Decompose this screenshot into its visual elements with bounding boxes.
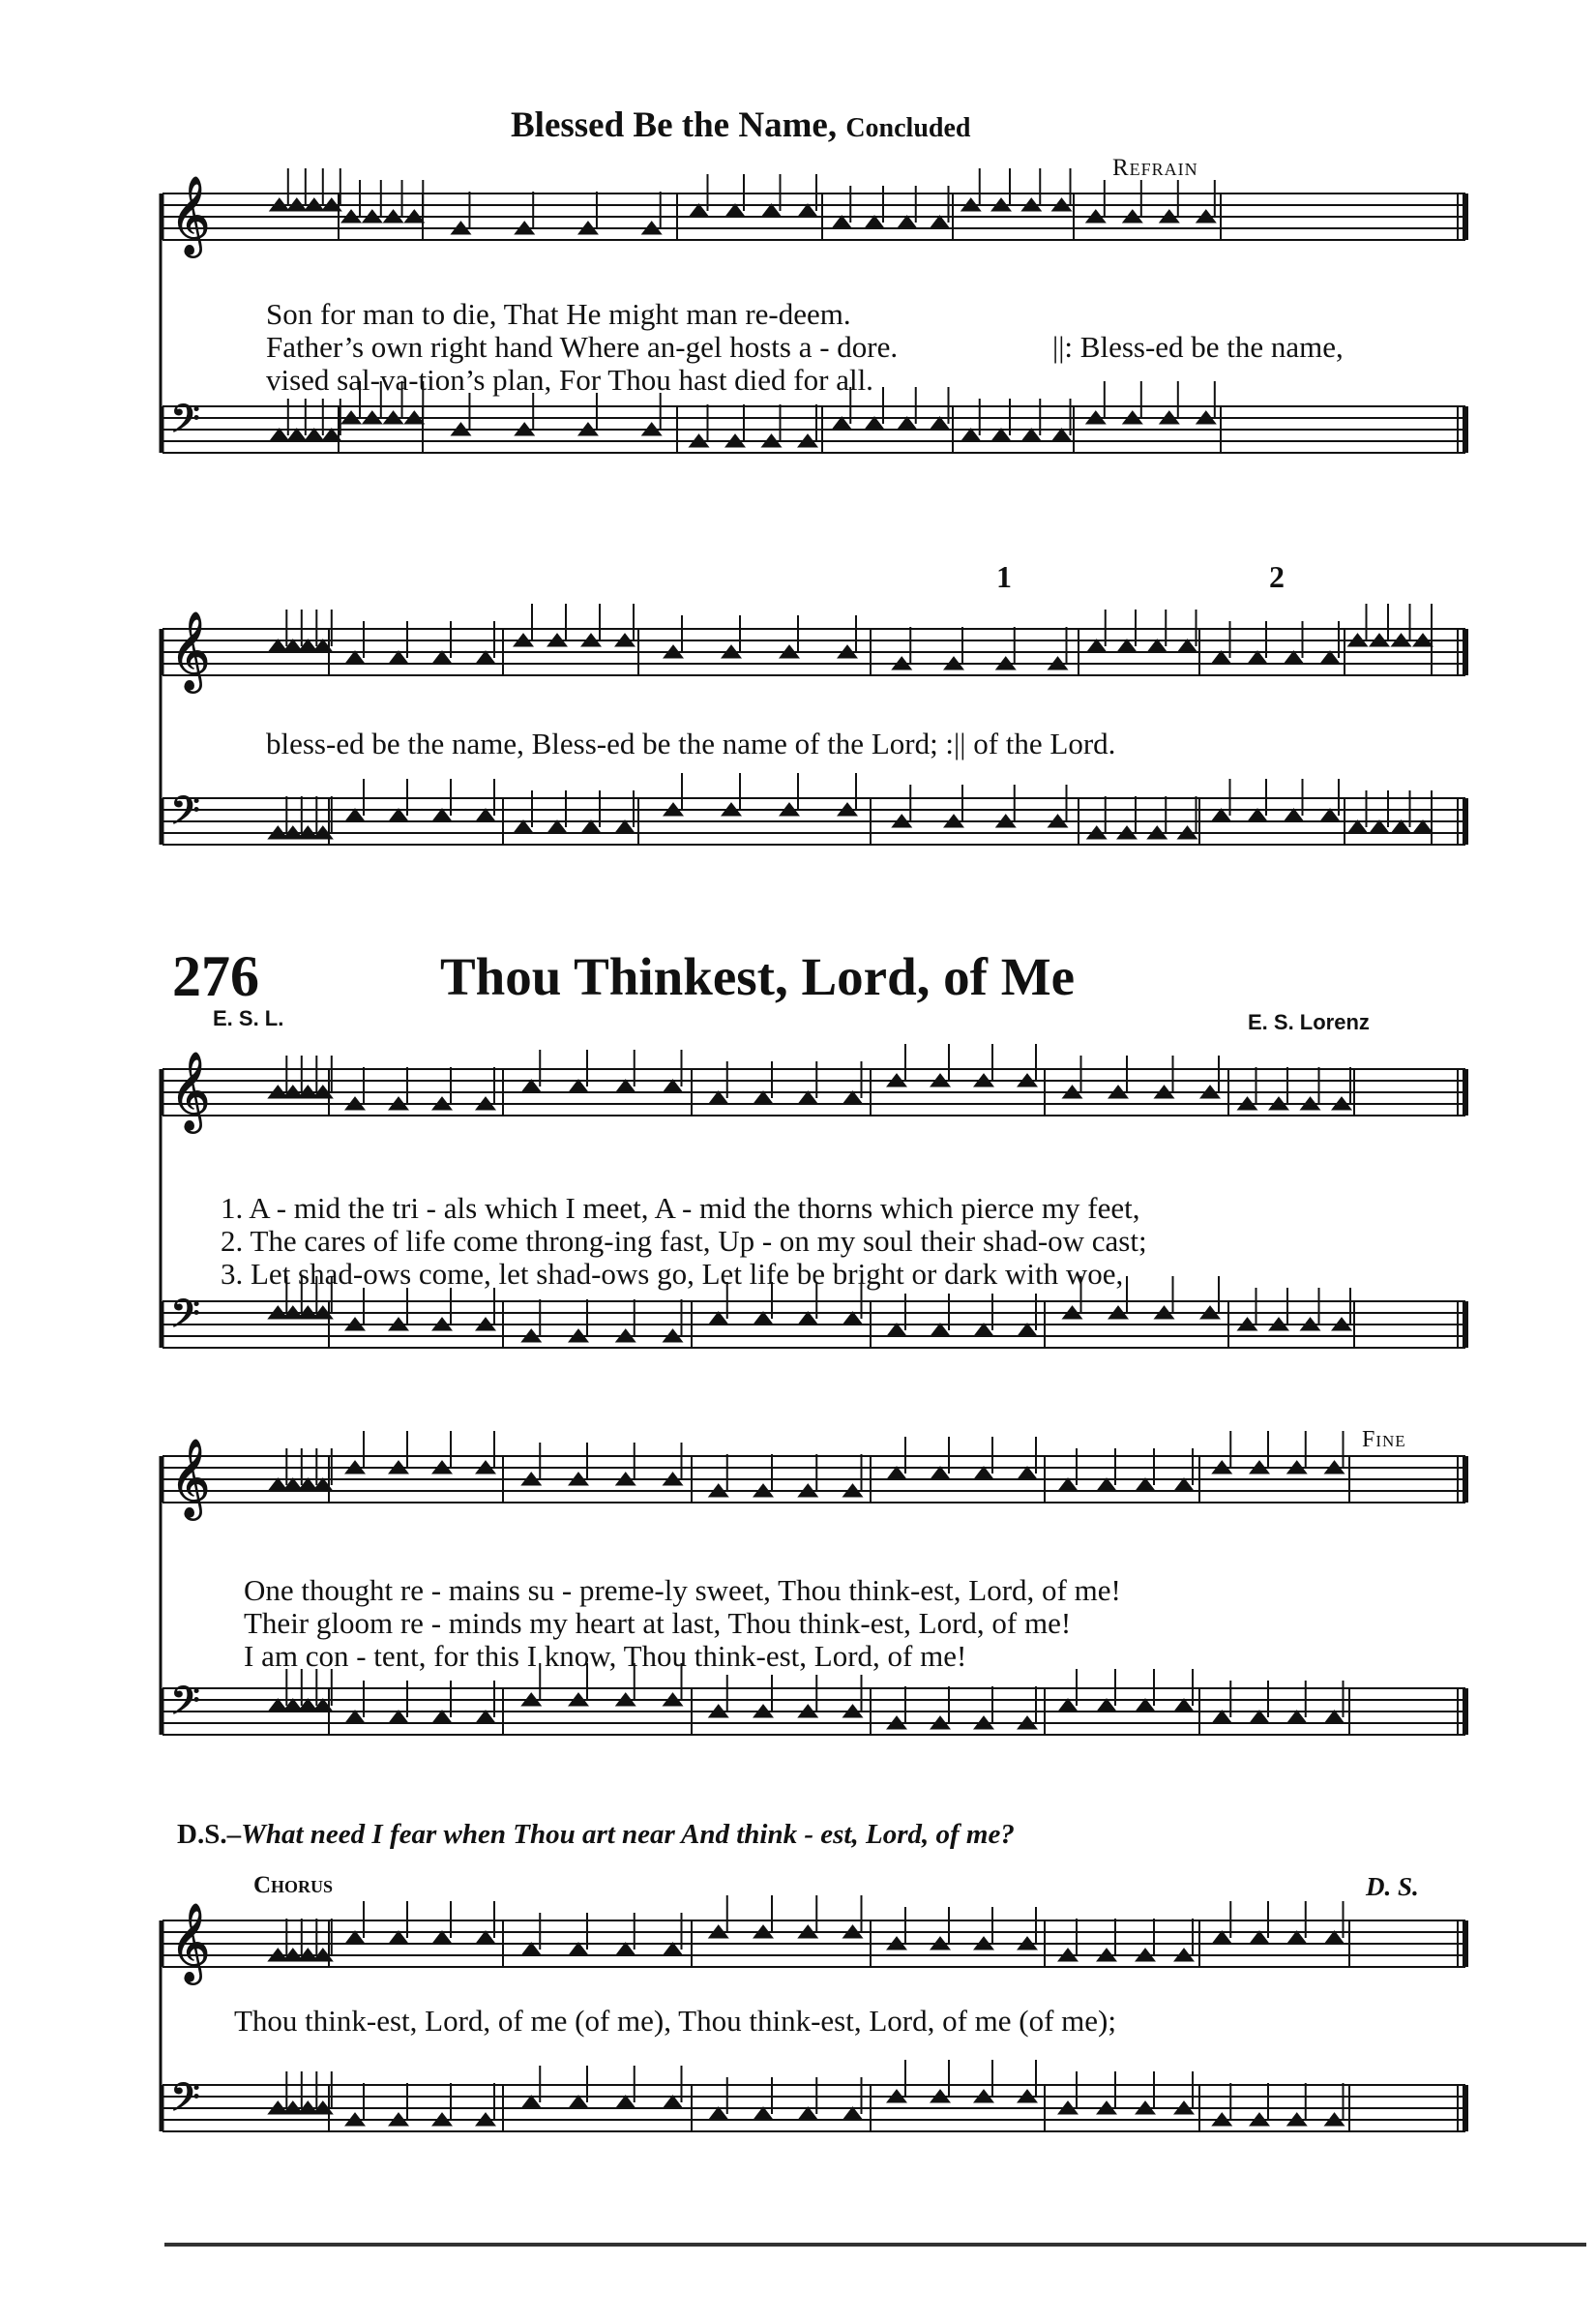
hymn-number: 276 [172, 944, 259, 1008]
ds-label: D. S. [1366, 1872, 1419, 1901]
lyric-line: Son for man to die, That He might man re-deem. [266, 297, 851, 331]
fine-label: Fine [1362, 1427, 1406, 1452]
ds-text: What need I fear when Thou art near And think - est, Lord, of me? [241, 1819, 1015, 1850]
chorus-lyric: Thou think-est, Lord, of me (of me), Thou think-est, Lord, of me (of me); [234, 2004, 1116, 2038]
concluded-label: Concluded [845, 113, 971, 143]
ds-line [177, 1819, 1015, 1851]
lyric-line: 3. Let shad-ows come, let shad-ows go, Let life be bright or dark with woe, [221, 1257, 1124, 1291]
hymn-title: Thou Thinkest, Lord, of Me [440, 947, 1076, 1006]
treble-clef-icon: 𝄞 [170, 1438, 211, 1517]
refrain-lyric: ||: Bless-ed be the name, [1052, 330, 1344, 364]
bass-clef-icon: 𝄢 [170, 397, 200, 451]
verse-lyrics-276a [221, 1192, 1147, 1291]
lyric-line: Father’s own right hand Where an-gel hosts a - dore. [266, 330, 899, 364]
treble-clef-icon: 𝄞 [170, 175, 211, 254]
refrain-label: Refrain [1112, 155, 1198, 181]
lyric-line: I am con - tent, for this I know, Thou think-est, Lord, of me! [244, 1639, 967, 1673]
ending-1-label: 1 [996, 559, 1012, 594]
treble-clef-icon: 𝄞 [170, 610, 211, 690]
bass-clef-icon: 𝄢 [170, 1292, 200, 1346]
verse-lyrics-1 [266, 298, 898, 397]
lyric-line: Their gloom re - minds my heart at last, Thou think-est, Lord, of me! [244, 1606, 1072, 1640]
page-bottom-rule [164, 2243, 1586, 2247]
refrain-lyric-2: bless-ed be the name, Bless-ed be the name of the Lord; :|| of the Lord. [266, 727, 1116, 760]
bass-clef-icon: 𝄢 [170, 2075, 200, 2129]
treble-clef-icon: 𝄞 [170, 1902, 211, 1981]
treble-clef-icon: 𝄞 [170, 1051, 211, 1130]
bass-clef-icon: 𝄢 [170, 789, 200, 843]
music-credit: E. S. Lorenz [1248, 1010, 1370, 1034]
lyric-line: vised sal-va-tion’s plan, For Thou hast died for all. [266, 363, 873, 397]
verse-lyrics-276b [244, 1574, 1121, 1673]
continued-hymn-title: Blessed Be the Name, Concluded [511, 105, 971, 145]
ds-prefix: D.S.– [177, 1819, 242, 1850]
chorus-label: Chorus [253, 1872, 334, 1898]
lyric-line: One thought re - mains su - preme-ly sweet, Thou think-est, Lord, of me! [244, 1573, 1121, 1607]
bass-clef-icon: 𝄢 [170, 1679, 200, 1733]
lyric-line: 1. A - mid the tri - als which I meet, A - mid the thorns which pierce my feet, [221, 1191, 1140, 1225]
ending-2-label: 2 [1269, 559, 1285, 594]
words-credit: E. S. L. [213, 1006, 284, 1030]
lyric-line: 2. The cares of life come throng-ing fast, Up - on my soul their shad-ow cast; [221, 1224, 1147, 1258]
